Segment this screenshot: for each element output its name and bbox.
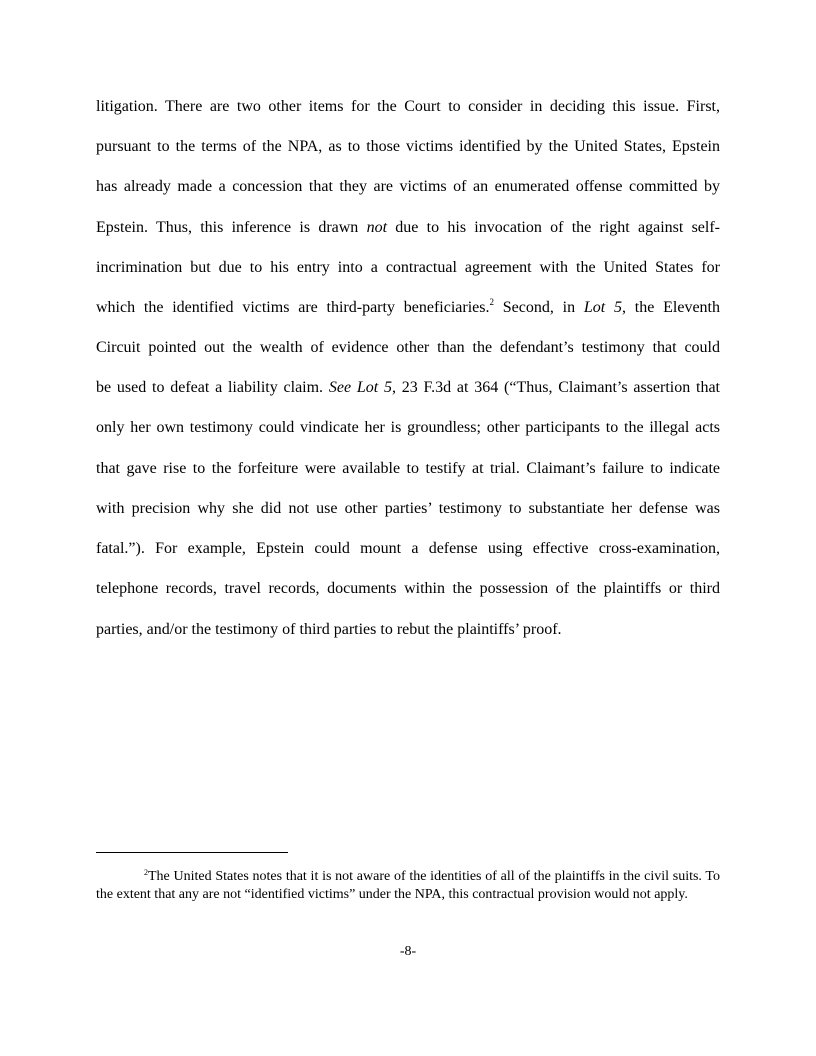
body-line-4: [96, 218, 720, 238]
footnote-indent: [96, 869, 144, 884]
body-line-6: [96, 298, 720, 318]
body-line-4-text-c: due to his invocation of the right against self-: [387, 219, 721, 236]
body-line-4-text-a: Epstein. Thus, this inference is drawn: [96, 219, 367, 236]
case-name-lot-5: Lot 5: [583, 299, 623, 316]
body-line-11: with precision why she did not use other parties’ testimony to substantiate her defense was: [96, 500, 720, 517]
footnote-number: 2: [144, 868, 148, 877]
body-line-7: Circuit pointed out the wealth of evidence other than the defendant’s testimony that could: [96, 339, 720, 356]
body-line-12: fatal.”). For example, Epstein could mount a defense using effective cross-examination,: [96, 540, 720, 557]
body-line-9: only her own testimony could vindicate her is groundless; other participants to the illegal acts: [96, 419, 720, 436]
body-line-8-text-c: , 23 F.3d at 364 (“Thus, Claimant’s assertion that: [391, 379, 720, 396]
body-line-6-text-d: , the Eleventh: [622, 299, 721, 316]
body-line-3: has already made a concession that they are victims of an enumerated offense committed by: [96, 178, 720, 195]
body-line-6-text-a: which the identified victims are third-party beneficiaries.: [96, 299, 490, 316]
body-line-6-text-b: Second, in: [493, 299, 584, 316]
footnote: [96, 868, 720, 904]
footnote-text: The United States notes that it is not aware of the identities of all of the plaintiffs in the civil suits. To the extent that any are not “identified victims” under the NPA, this contractual provision would not apply.: [96, 869, 720, 902]
footnote-separator: [96, 852, 288, 853]
emphasis-not: not: [366, 219, 388, 236]
body-line-8-text-a: be used to defeat a liability claim.: [96, 379, 329, 396]
body-line-8: [96, 378, 720, 398]
body-line-10: that gave rise to the forfeiture were available to testify at trial. Claimant’s failure to indicate: [96, 460, 720, 477]
body-line-1: litigation. There are two other items for the Court to consider in deciding this issue. First,: [96, 98, 720, 115]
footnote-reference: 2: [489, 297, 494, 307]
body-line-5: incrimination but due to his entry into a contractual agreement with the United States for: [96, 259, 720, 276]
body-line-2: pursuant to the terms of the NPA, as to those victims identified by the United States, Epstein: [96, 138, 720, 155]
page-number: -8-: [399, 944, 417, 959]
body-line-14: parties, and/or the testimony of third parties to rebut the plaintiffs’ proof.: [96, 621, 562, 638]
citation-signal-see-lot-5: See Lot 5: [328, 379, 392, 396]
body-line-13: telephone records, travel records, documents within the possession of the plaintiffs or third: [96, 580, 720, 597]
